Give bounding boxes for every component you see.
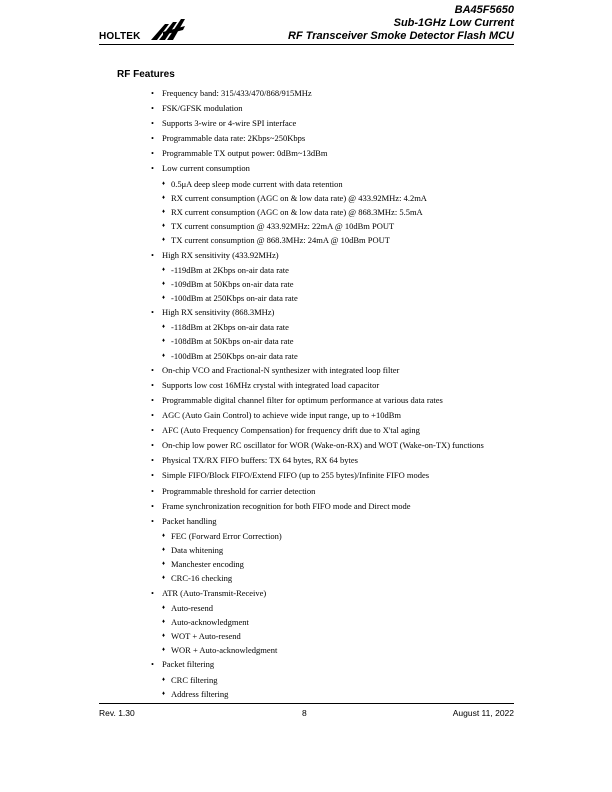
feature-text: -108dBm at 50Kbps on-air data rate — [171, 336, 294, 347]
feature-text: Programmable TX output power: 0dBm~13dBm — [162, 148, 328, 159]
feature-subitem — [0, 263, 612, 277]
header-divider — [99, 44, 514, 45]
feature-text: Programmable data rate: 2Kbps~250Kbps — [162, 133, 306, 144]
feature-text: RX current consumption (AGC on & low data rate) @ 433.92MHz: 4.2mA — [171, 192, 427, 203]
feature-text: RX current consumption (AGC on & low data rate) @ 868.3MHz: 5.5mA — [171, 206, 423, 217]
feature-text: Programmable threshold for carrier detection — [162, 485, 316, 496]
diamond-bullet-icon: ♦ — [162, 194, 166, 201]
feature-subitem — [0, 191, 612, 205]
feature-item — [0, 248, 612, 263]
feature-text: Auto-acknowledgment — [171, 616, 249, 627]
feature-subitem — [0, 557, 612, 571]
feature-subitem — [0, 529, 612, 543]
bullet-icon: • — [151, 455, 154, 466]
diamond-bullet-icon: ♦ — [162, 647, 166, 654]
feature-text: High RX sensitivity (433.92MHz) — [162, 249, 279, 260]
bullet-icon: • — [151, 410, 154, 421]
feature-text: 0.5μA deep sleep mode current with data retention — [171, 178, 343, 189]
feature-text: -109dBm at 50Kbps on-air data rate — [171, 278, 294, 289]
bullet-icon: • — [151, 88, 154, 98]
feature-text: Supports low cost 16MHz crystal with integrated load capacitor — [162, 379, 380, 390]
diamond-bullet-icon: ♦ — [162, 352, 166, 359]
feature-text: High RX sensitivity (868.3MHz) — [162, 307, 275, 318]
feature-list — [0, 86, 612, 701]
page-header — [99, 4, 514, 46]
feature-subitem — [0, 334, 612, 348]
diamond-bullet-icon: ♦ — [162, 324, 166, 331]
feature-text: FSK/GFSK modulation — [162, 103, 243, 114]
bullet-icon: • — [151, 485, 154, 496]
feature-subitem — [0, 320, 612, 334]
feature-subitem — [0, 205, 612, 219]
feature-subitem — [0, 615, 612, 629]
bullet-icon: • — [151, 587, 154, 598]
diamond-bullet-icon: ♦ — [162, 575, 166, 582]
feature-text: TX current consumption @ 868.3MHz: 24mA @ 10dBm POUT — [171, 235, 390, 246]
feature-text: AFC (Auto Frequency Compensation) for frequency drift due to X'tal aging — [162, 425, 420, 436]
feature-item — [0, 484, 612, 499]
diamond-bullet-icon: ♦ — [162, 294, 166, 301]
diamond-bullet-icon: ♦ — [162, 561, 166, 568]
feature-text: FEC (Forward Error Correction) — [171, 530, 282, 541]
feature-item — [0, 378, 612, 393]
diamond-bullet-icon: ♦ — [162, 676, 166, 683]
feature-text: On-chip low power RC oscillator for WOR (Wake-on-RX) and WOT (Wake-on-TX) functions — [162, 440, 484, 451]
footer-date: August 11, 2022 — [452, 708, 514, 718]
bullet-icon: • — [151, 103, 154, 114]
diamond-bullet-icon: ♦ — [162, 618, 166, 625]
bullet-icon: • — [151, 148, 154, 159]
feature-text: Physical TX/RX FIFO buffers: TX 64 bytes, RX 64 bytes — [162, 455, 358, 466]
feature-subitem — [0, 177, 612, 191]
feature-subitem — [0, 349, 612, 363]
feature-text: Simple FIFO/Block FIFO/Extend FIFO (up to 255 bytes)/Infinite FIFO modes — [162, 470, 430, 481]
diamond-bullet-icon: ♦ — [162, 237, 166, 244]
feature-text: CRC filtering — [171, 674, 218, 685]
feature-item — [0, 453, 612, 468]
feature-text: WOR + Auto-acknowledgment — [171, 645, 278, 656]
diamond-bullet-icon: ♦ — [162, 266, 166, 273]
feature-item — [0, 131, 612, 146]
feature-subitem — [0, 571, 612, 585]
document-title-block — [288, 4, 514, 43]
feature-text: Auto-resend — [171, 602, 214, 613]
bullet-icon: • — [151, 364, 154, 375]
feature-item — [0, 146, 612, 161]
holtek-wings-logo-icon — [149, 16, 187, 44]
feature-text: Programmable digital channel filter for optimum performance at various data rates — [162, 395, 443, 405]
feature-item — [0, 586, 612, 601]
feature-item — [0, 657, 612, 672]
bullet-icon: • — [151, 515, 154, 526]
feature-subitem — [0, 687, 612, 701]
section-title: RF Features — [117, 69, 175, 80]
part-number: BA45F5650 — [454, 4, 514, 16]
bullet-icon: • — [151, 163, 154, 174]
feature-subitem — [0, 643, 612, 657]
feature-item — [0, 305, 612, 320]
feature-subitem — [0, 629, 612, 643]
feature-item — [0, 499, 612, 514]
feature-text: Frequency band: 315/433/470/868/915MHz — [162, 88, 312, 98]
diamond-bullet-icon: ♦ — [162, 208, 166, 215]
bullet-icon: • — [151, 500, 154, 511]
feature-text: CRC-16 checking — [171, 573, 233, 584]
bullet-icon: • — [151, 440, 154, 451]
bullet-icon: • — [151, 395, 154, 405]
feature-text: Supports 3-wire or 4-wire SPI interface — [162, 118, 297, 129]
feature-text: Low current consumption — [162, 163, 250, 174]
diamond-bullet-icon: ♦ — [162, 223, 166, 230]
feature-item — [0, 393, 612, 408]
feature-text: ATR (Auto-Transmit-Receive) — [162, 587, 267, 598]
feature-text: -118dBm at 2Kbps on-air data rate — [171, 322, 289, 333]
bullet-icon: • — [151, 425, 154, 436]
feature-item — [0, 101, 612, 116]
feature-text: Data whitening — [171, 545, 224, 556]
feature-subitem — [0, 277, 612, 291]
feature-item — [0, 438, 612, 453]
feature-item — [0, 363, 612, 378]
feature-subitem — [0, 601, 612, 615]
feature-text: Address filtering — [171, 688, 229, 699]
diamond-bullet-icon: ♦ — [162, 604, 166, 611]
product-line: RF Transceiver Smoke Detector Flash MCU — [288, 30, 514, 42]
bullet-icon: • — [151, 379, 154, 390]
feature-subitem — [0, 673, 612, 687]
feature-text: Frame synchronization recognition for both FIFO mode and Direct mode — [162, 500, 411, 511]
feature-text: AGC (Auto Gain Control) to achieve wide input range, up to +10dBm — [162, 410, 401, 421]
feature-text: Packet filtering — [162, 659, 215, 670]
document-subtitle: Sub-1GHz Low Current — [393, 17, 514, 29]
feature-item — [0, 514, 612, 529]
feature-text: -119dBm at 2Kbps on-air data rate — [171, 264, 289, 275]
footer-divider — [99, 703, 514, 704]
bullet-icon: • — [151, 118, 154, 129]
diamond-bullet-icon: ♦ — [162, 280, 166, 287]
feature-item — [0, 86, 612, 101]
feature-subitem — [0, 543, 612, 557]
bullet-icon: • — [151, 659, 154, 670]
feature-text: -100dBm at 250Kbps on-air data rate — [171, 292, 298, 303]
diamond-bullet-icon: ♦ — [162, 690, 166, 697]
feature-item — [0, 468, 612, 483]
feature-subitem — [0, 233, 612, 247]
feature-text: Manchester encoding — [171, 559, 244, 570]
bullet-icon: • — [151, 470, 154, 481]
feature-text: WOT + Auto-resend — [171, 631, 241, 642]
footer-revision: Rev. 1.30 — [99, 708, 135, 718]
feature-item — [0, 116, 612, 131]
feature-text: -100dBm at 250Kbps on-air data rate — [171, 350, 298, 361]
bullet-icon: • — [151, 249, 154, 260]
diamond-bullet-icon: ♦ — [162, 547, 166, 554]
bullet-icon: • — [151, 307, 154, 318]
diamond-bullet-icon: ♦ — [162, 180, 166, 187]
feature-item — [0, 161, 612, 176]
diamond-bullet-icon: ♦ — [162, 532, 166, 539]
feature-subitem — [0, 219, 612, 233]
feature-text: On-chip VCO and Fractional-N synthesizer with integrated loop filter — [162, 364, 400, 375]
feature-item — [0, 423, 612, 438]
diamond-bullet-icon: ♦ — [162, 633, 166, 640]
feature-text: Packet handling — [162, 515, 217, 526]
diamond-bullet-icon: ♦ — [162, 338, 166, 345]
feature-subitem — [0, 291, 612, 305]
footer-page-number: 8 — [302, 708, 307, 718]
bullet-icon: • — [151, 133, 154, 144]
brand-name: HOLTEK — [99, 31, 141, 42]
feature-text: TX current consumption @ 433.92MHz: 22mA @ 10dBm POUT — [171, 221, 395, 232]
feature-item — [0, 408, 612, 423]
